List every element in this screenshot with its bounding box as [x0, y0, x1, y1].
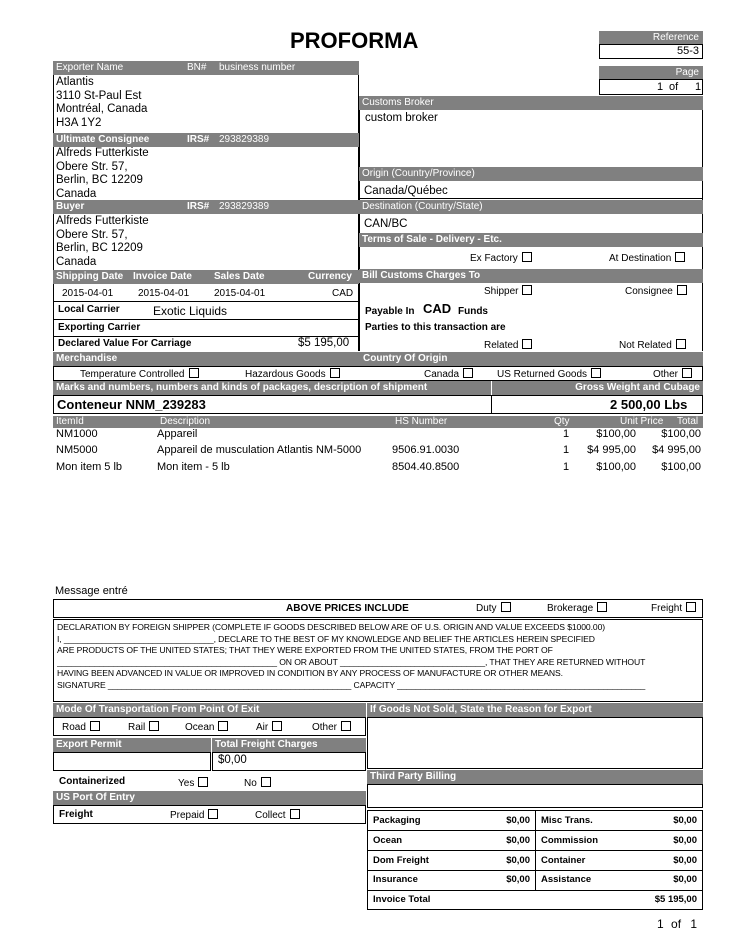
destination-value: CAN/BC [364, 218, 408, 230]
charge-value: $0,00 [506, 815, 530, 826]
invoice-total-label: Invoice Total [373, 894, 431, 905]
shipper-checkbox[interactable] [522, 285, 532, 295]
page-current: 1 [657, 81, 664, 93]
freight-terms-label: Freight [59, 809, 93, 820]
declaration-text [57, 622, 701, 691]
divider [367, 870, 703, 871]
no-label: No [244, 778, 257, 789]
local-carrier-label: Local Carrier [58, 304, 120, 315]
containerized-no-option[interactable] [244, 777, 271, 789]
col-description: Description [160, 416, 211, 427]
not-sold-box[interactable] [367, 717, 703, 769]
declaration-line: I, ________________________________, DECLARE TO THE BEST OF MY KNOWLEDGE AND BELIEF THE ARTICLES HEREIN SPECIFIED [57, 633, 595, 644]
footer-page-total: 1 [690, 917, 698, 931]
cell-itemid: Mon item 5 lb [56, 461, 123, 473]
other-transport-label: Other [312, 722, 338, 733]
hazardous-checkbox[interactable] [330, 368, 340, 378]
air-option[interactable] [256, 721, 282, 733]
marks-value: Conteneur NNM_239283 [57, 397, 206, 412]
no-checkbox[interactable] [261, 777, 271, 787]
exporter-line: H3A 1Y2 [56, 116, 102, 129]
cell-total: $100,00 [661, 461, 701, 473]
charge-value: $0,00 [506, 855, 530, 866]
declaration-line: DECLARATION BY FOREIGN SHIPPER (COMPLETE IF GOODS DESCRIBED BELOW ARE OF U.S. ORIGIN AND VALUE EXCEEDS $1000.00) [57, 622, 606, 632]
exporter-line: Atlantis [56, 76, 94, 88]
related-option[interactable] [484, 339, 532, 351]
total-freight-header: Total Freight Charges [212, 738, 366, 752]
at-destination-label: At Destination [609, 253, 672, 264]
other-checkbox[interactable] [682, 368, 692, 378]
not-related-option[interactable] [619, 339, 686, 351]
consignee-label: Ultimate Consignee [56, 134, 150, 145]
ex-factory-option[interactable] [470, 252, 532, 264]
temp-label: Temperature Controlled [80, 369, 185, 380]
ocean-checkbox[interactable] [218, 721, 228, 731]
cell-qty: 1 [563, 428, 570, 440]
divider [367, 890, 703, 891]
prices-include-label: ABOVE PRICES INCLUDE [286, 603, 409, 614]
marks-header: Marks and numbers, numbers and kinds of packages, description of shipment [53, 381, 491, 395]
cell-description: Mon item - 5 lb [157, 461, 230, 473]
buyer-label: Buyer [56, 201, 85, 212]
destination-header: Destination (Country/State) [359, 200, 703, 214]
irs-value: 293829389 [219, 134, 270, 145]
canada-option[interactable] [424, 368, 473, 380]
hazardous-label: Hazardous Goods [245, 369, 326, 380]
shipper-option[interactable] [484, 285, 532, 297]
rail-label: Rail [128, 722, 146, 733]
ocean-label: Ocean [185, 722, 215, 733]
shipper-label: Shipper [484, 286, 519, 297]
consignee-header [53, 133, 359, 147]
at-destination-checkbox[interactable] [675, 252, 685, 262]
buyer-header [53, 200, 359, 214]
containerized-yes-option[interactable] [178, 777, 208, 789]
page-total: 1 [695, 81, 702, 93]
charge-value: $0,00 [673, 874, 697, 885]
payable-in-label: Payable In [365, 306, 415, 317]
air-checkbox[interactable] [272, 721, 282, 731]
consignee-line: Canada [56, 187, 97, 200]
canada-checkbox[interactable] [463, 368, 473, 378]
charge-value: $0,00 [673, 855, 697, 866]
broker-value: custom broker [365, 112, 438, 124]
exporting-carrier-label: Exporting Carrier [58, 322, 141, 333]
collect-label: Collect [255, 810, 286, 821]
exporter-address [56, 76, 147, 130]
air-label: Air [256, 722, 269, 733]
canada-label: Canada [424, 369, 460, 380]
other-transport-checkbox[interactable] [341, 721, 351, 731]
charge-label: Packaging [373, 815, 421, 826]
exporter-line: Montréal, Canada [56, 103, 148, 115]
shipping-date-label: Shipping Date [56, 271, 124, 282]
charge-label: Dom Freight [373, 855, 429, 866]
payable-currency: CAD [423, 301, 452, 316]
other-option[interactable] [653, 368, 692, 380]
invoice-total-value: $5 195,00 [654, 894, 697, 905]
merchandise-header [53, 352, 703, 366]
declared-value: $5 195,00 [298, 337, 350, 349]
bn-label: BN# [187, 62, 207, 73]
local-carrier-value: Exotic Liquids [153, 304, 228, 318]
origin-header: Origin (Country/Province) [359, 167, 703, 181]
ocean-option[interactable] [185, 721, 228, 733]
charge-label: Container [541, 855, 586, 866]
brokerage-option[interactable] [547, 602, 607, 614]
temp-checkbox[interactable] [189, 368, 199, 378]
consignee-option-label: Consignee [625, 286, 673, 297]
ex-factory-label: Ex Factory [470, 253, 518, 264]
divider [53, 301, 359, 302]
cell-unit-price: $4 995,00 [587, 444, 636, 456]
ex-factory-checkbox[interactable] [522, 252, 532, 262]
consignee-checkbox[interactable] [677, 285, 687, 295]
cell-hs-number: 9506.91.0030 [392, 444, 460, 456]
rail-option[interactable] [128, 721, 159, 733]
currency-label: Currency [308, 271, 352, 282]
prepaid-label: Prepaid [170, 810, 205, 821]
us-port-header: US Port Of Entry [53, 791, 366, 805]
road-option[interactable] [62, 721, 100, 733]
third-party-header: Third Party Billing [367, 770, 703, 784]
at-destination-option[interactable] [609, 252, 685, 264]
cell-total: $4 995,00 [652, 444, 701, 456]
cell-qty: 1 [563, 461, 570, 473]
declared-value-label: Declared Value For Carriage [58, 338, 192, 349]
exporter-header [53, 61, 359, 75]
consignee-line: Berlin, BC 12209 [56, 174, 143, 186]
not-related-label: Not Related [619, 340, 672, 351]
duty-label: Duty [476, 603, 497, 614]
consignee-option[interactable] [625, 285, 687, 297]
country-of-origin-label: Country Of Origin [363, 353, 448, 364]
funds-label: Funds [458, 306, 488, 317]
declaration-line: SIGNATURE ____________________________________________________ CAPACITY _____________________________________________________ [57, 679, 646, 690]
message-text: Message entré [55, 585, 128, 597]
freight-option[interactable] [651, 602, 696, 614]
irs-label: IRS# [187, 201, 210, 212]
cell-itemid: NM5000 [56, 444, 98, 456]
transport-header: Mode Of Transportation From Point Of Exit [53, 703, 366, 717]
broker-header: Customs Broker [359, 96, 703, 110]
currency-value: CAD [332, 288, 354, 299]
merchandise-label: Merchandise [56, 353, 118, 364]
footer-page-current: 1 [657, 917, 664, 931]
col-total: Total [677, 416, 699, 427]
irs-value: 293829389 [219, 201, 270, 212]
us-returned-checkbox[interactable] [591, 368, 601, 378]
divider [367, 830, 703, 831]
weight-value: 2 500,00 Lbs [610, 397, 688, 412]
third-party-box[interactable] [367, 784, 703, 808]
col-itemid: ItemId [56, 416, 84, 427]
declaration-line: ARE PRODUCTS OF THE UNITED STATES; THAT THEY WERE EXPORTED FROM THE UNITED STATES, FROM THE PORT OF [57, 645, 553, 655]
consignee-line: Alfreds Futterkiste [56, 147, 149, 159]
total-freight-value: $0,00 [218, 754, 247, 766]
not-related-checkbox[interactable] [676, 339, 686, 349]
footer-page [657, 917, 697, 931]
charge-label: Commission [541, 835, 599, 846]
other-transport-option[interactable] [312, 721, 351, 733]
export-permit-header: Export Permit [53, 738, 211, 752]
col-hs-number: HS Number [395, 416, 448, 427]
prepaid-option[interactable] [170, 809, 218, 821]
divider [491, 395, 492, 414]
duty-checkbox[interactable] [501, 602, 511, 612]
related-checkbox[interactable] [522, 339, 532, 349]
sales-date: 2015-04-01 [214, 288, 266, 299]
collect-option[interactable] [255, 809, 300, 821]
invoice-date-label: Invoice Date [133, 271, 192, 282]
charge-label: Misc Trans. [541, 815, 593, 826]
weight-header: Gross Weight and Cubage [491, 381, 703, 395]
divider [367, 850, 703, 851]
cell-unit-price: $100,00 [596, 461, 636, 473]
parties-label: Parties to this transaction are [365, 322, 506, 333]
cell-total: $100,00 [661, 428, 701, 440]
buyer-address [56, 215, 149, 269]
export-permit-box[interactable] [53, 752, 211, 771]
invoice-date: 2015-04-01 [138, 288, 190, 299]
footer-page-of: of [671, 917, 682, 931]
us-returned-option[interactable] [497, 368, 601, 380]
consignee-line: Obere Str. 57, [56, 160, 128, 173]
road-label: Road [62, 722, 86, 733]
page-title: PROFORMA [290, 28, 419, 53]
cell-description: Appareil [157, 428, 198, 440]
origin-value: Canada/Québec [364, 185, 448, 197]
buyer-line: Berlin, BC 12209 [56, 242, 143, 254]
charge-value: $0,00 [506, 874, 530, 885]
shipping-date: 2015-04-01 [62, 288, 114, 299]
buyer-line: Canada [56, 255, 97, 268]
us-returned-label: US Returned Goods [497, 369, 588, 380]
cell-qty: 1 [563, 444, 570, 456]
charge-value: $0,00 [673, 835, 697, 846]
charge-label: Assistance [541, 874, 592, 885]
reference-value: 55-3 [599, 44, 703, 59]
containerized-label: Containerized [59, 776, 126, 787]
cell-hs-number: 8504.40.8500 [392, 461, 460, 473]
related-label: Related [484, 340, 519, 351]
items-header [53, 416, 703, 428]
cell-itemid: NM1000 [56, 428, 98, 440]
reference-label: Reference [599, 31, 703, 45]
charge-value: $0,00 [506, 835, 530, 846]
buyer-line: Alfreds Futterkiste [56, 215, 149, 227]
charge-value: $0,00 [673, 815, 697, 826]
exporter-label: Exporter Name [56, 62, 124, 73]
duty-option[interactable] [476, 602, 511, 614]
col-unit-price: Unit Price [620, 416, 664, 427]
prepaid-checkbox[interactable] [208, 809, 218, 819]
freight-label: Freight [651, 603, 683, 614]
terms-header: Terms of Sale - Delivery - Etc. [359, 233, 703, 247]
collect-checkbox[interactable] [290, 809, 300, 819]
charge-label: Ocean [373, 835, 403, 846]
rail-checkbox[interactable] [149, 721, 159, 731]
not-sold-header: If Goods Not Sold, State the Reason for Export [367, 703, 703, 717]
other-label: Other [653, 369, 679, 380]
sales-date-label: Sales Date [214, 271, 265, 282]
divider [53, 319, 359, 320]
brokerage-checkbox[interactable] [597, 602, 607, 612]
cell-description: Appareil de musculation Atlantis NM-5000 [157, 444, 362, 456]
page-of: of [669, 81, 679, 93]
charge-label: Insurance [373, 874, 418, 885]
cell-unit-price: $100,00 [596, 428, 636, 440]
freight-checkbox[interactable] [686, 602, 696, 612]
consignee-address [56, 147, 149, 201]
dates-header [53, 270, 359, 284]
bill-customs-header: Bill Customs Charges To [359, 269, 703, 283]
irs-label: IRS# [187, 134, 210, 145]
col-qty: Qty [554, 416, 570, 427]
page-number-box [599, 79, 703, 95]
brokerage-label: Brokerage [547, 603, 594, 614]
declaration-line: HAVING BEEN ADVANCED IN VALUE OR IMPROVED IN CONDITION BY ANY PROCESS OF MANUFACTURE OR OTHER MEANS. [57, 668, 563, 678]
exporter-line: 3110 St-Paul Est [56, 89, 142, 102]
bn-value: business number [219, 62, 296, 73]
road-checkbox[interactable] [90, 721, 100, 731]
buyer-line: Obere Str. 57, [56, 228, 128, 241]
divider [359, 198, 703, 199]
page-label: Page [599, 66, 703, 80]
hazardous-option[interactable] [245, 368, 340, 380]
temp-option[interactable] [80, 368, 199, 380]
yes-label: Yes [178, 778, 195, 789]
declaration-line: _______________________________________________ ON OR ABOUT _______________________________, THAT THEY ARE RETURNED WITHOUT [57, 656, 646, 667]
yes-checkbox[interactable] [198, 777, 208, 787]
